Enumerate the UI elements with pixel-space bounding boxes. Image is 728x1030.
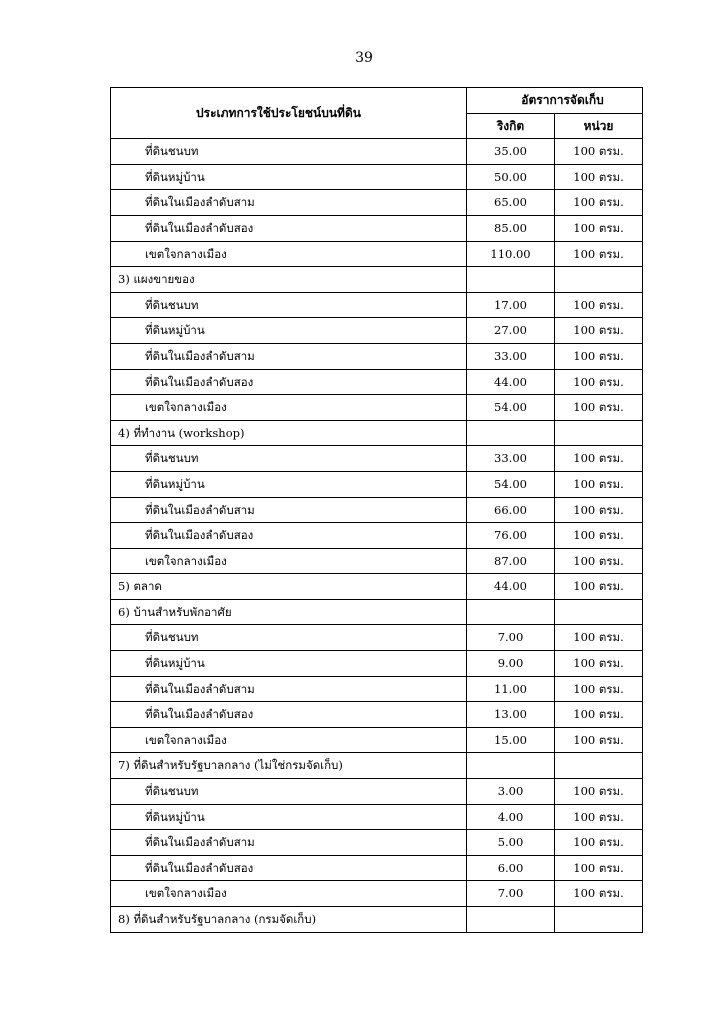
row-rate: 33.00 bbox=[467, 446, 555, 472]
row-rate: 13.00 bbox=[467, 702, 555, 728]
row-unit: 100 ตรม. bbox=[555, 446, 643, 472]
row-unit: 100 ตรม. bbox=[555, 471, 643, 497]
table-row bbox=[111, 548, 643, 574]
table-row bbox=[111, 625, 643, 651]
row-unit: 100 ตรม. bbox=[555, 779, 643, 805]
table-row bbox=[111, 292, 643, 318]
row-label: ที่ดินชนบท bbox=[111, 139, 467, 165]
row-unit: 100 ตรม. bbox=[555, 190, 643, 216]
row-unit: 100 ตรม. bbox=[555, 395, 643, 421]
row-rate: 5.00 bbox=[467, 830, 555, 856]
table-row bbox=[111, 395, 643, 421]
header-rate-group: อัตราการจัดเก็บ bbox=[467, 88, 643, 114]
row-label: ที่ดินในเมืองลำดับสอง bbox=[111, 369, 467, 395]
row-unit: 100 ตรม. bbox=[555, 164, 643, 190]
row-unit: 100 ตรม. bbox=[555, 676, 643, 702]
land-use-rates-table bbox=[110, 87, 643, 933]
table-row bbox=[111, 676, 643, 702]
row-unit: 100 ตรม. bbox=[555, 881, 643, 907]
section-row bbox=[111, 907, 643, 933]
row-label: ที่ดินในเมืองลำดับสาม bbox=[111, 190, 467, 216]
row-rate: 44.00 bbox=[467, 574, 555, 600]
row-rate: 17.00 bbox=[467, 292, 555, 318]
row-label: ที่ดินในเมืองลำดับสาม bbox=[111, 830, 467, 856]
row-label: ที่ดินหมู่บ้าน bbox=[111, 164, 467, 190]
row-label: ที่ดินในเมืองลำดับสอง bbox=[111, 215, 467, 241]
row-label: เขตใจกลางเมือง bbox=[111, 548, 467, 574]
row-label: ที่ดินในเมืองลำดับสาม bbox=[111, 497, 467, 523]
table-row bbox=[111, 830, 643, 856]
row-rate: 6.00 bbox=[467, 855, 555, 881]
row-rate: 85.00 bbox=[467, 215, 555, 241]
row-label: 7) ที่ดินสำหรับรัฐบาลกลาง (ไม่ใช่กรมจัดเก็บ) bbox=[111, 753, 467, 779]
table-row bbox=[111, 779, 643, 805]
row-label: ที่ดินชนบท bbox=[111, 779, 467, 805]
row-label: 4) ที่ทำงาน (workshop) bbox=[111, 420, 467, 446]
row-rate: 3.00 bbox=[467, 779, 555, 805]
section-row bbox=[111, 753, 643, 779]
row-rate: 54.00 bbox=[467, 471, 555, 497]
row-rate: 66.00 bbox=[467, 497, 555, 523]
row-label: เขตใจกลางเมือง bbox=[111, 881, 467, 907]
row-label: ที่ดินชนบท bbox=[111, 446, 467, 472]
row-label: ที่ดินหมู่บ้าน bbox=[111, 471, 467, 497]
row-label: ที่ดินในเมืองลำดับสอง bbox=[111, 702, 467, 728]
row-label: 8) ที่ดินสำหรับรัฐบาลกลาง (กรมจัดเก็บ) bbox=[111, 907, 467, 933]
table-header bbox=[111, 88, 643, 139]
section-row bbox=[111, 599, 643, 625]
row-rate: 7.00 bbox=[467, 625, 555, 651]
row-unit bbox=[555, 599, 643, 625]
page-number: 39 bbox=[355, 50, 373, 66]
row-rate bbox=[467, 420, 555, 446]
row-rate bbox=[467, 267, 555, 293]
row-rate bbox=[467, 907, 555, 933]
row-unit: 100 ตรม. bbox=[555, 804, 643, 830]
row-label: ที่ดินหมู่บ้าน bbox=[111, 318, 467, 344]
row-label: 3) แผงขายของ bbox=[111, 267, 467, 293]
section-row bbox=[111, 574, 643, 600]
row-label: ที่ดินในเมืองลำดับสอง bbox=[111, 523, 467, 549]
row-unit: 100 ตรม. bbox=[555, 702, 643, 728]
row-unit: 100 ตรม. bbox=[555, 497, 643, 523]
row-unit: 100 ตรม. bbox=[555, 343, 643, 369]
row-unit: 100 ตรม. bbox=[555, 318, 643, 344]
row-unit: 100 ตรม. bbox=[555, 241, 643, 267]
table-row bbox=[111, 702, 643, 728]
header-row-top bbox=[111, 88, 643, 114]
row-rate: 4.00 bbox=[467, 804, 555, 830]
row-rate: 44.00 bbox=[467, 369, 555, 395]
row-label: ที่ดินในเมืองลำดับสาม bbox=[111, 676, 467, 702]
table-row bbox=[111, 855, 643, 881]
row-rate: 33.00 bbox=[467, 343, 555, 369]
row-unit: 100 ตรม. bbox=[555, 292, 643, 318]
table-row bbox=[111, 727, 643, 753]
row-label: เขตใจกลางเมือง bbox=[111, 395, 467, 421]
row-label: เขตใจกลางเมือง bbox=[111, 241, 467, 267]
row-rate: 15.00 bbox=[467, 727, 555, 753]
table-row bbox=[111, 523, 643, 549]
row-unit: 100 ตรม. bbox=[555, 625, 643, 651]
table-row bbox=[111, 651, 643, 677]
table-body bbox=[111, 139, 643, 932]
row-rate: 87.00 bbox=[467, 548, 555, 574]
row-label: ที่ดินหมู่บ้าน bbox=[111, 651, 467, 677]
row-unit: 100 ตรม. bbox=[555, 830, 643, 856]
row-label: 6) บ้านสำหรับพักอาศัย bbox=[111, 599, 467, 625]
table-row bbox=[111, 190, 643, 216]
row-unit: 100 ตรม. bbox=[555, 369, 643, 395]
row-rate: 11.00 bbox=[467, 676, 555, 702]
row-unit bbox=[555, 907, 643, 933]
header-category: ประเภทการใช้ประโยชน์บนที่ดิน bbox=[111, 88, 467, 139]
row-rate bbox=[467, 599, 555, 625]
row-rate: 65.00 bbox=[467, 190, 555, 216]
header-unit: หน่วย bbox=[555, 113, 643, 139]
section-row bbox=[111, 420, 643, 446]
table-row bbox=[111, 343, 643, 369]
row-unit bbox=[555, 267, 643, 293]
table-row bbox=[111, 164, 643, 190]
table-row bbox=[111, 318, 643, 344]
row-rate: 9.00 bbox=[467, 651, 555, 677]
table-row bbox=[111, 215, 643, 241]
row-label: เขตใจกลางเมือง bbox=[111, 727, 467, 753]
table-row bbox=[111, 241, 643, 267]
row-label: ที่ดินในเมืองลำดับสอง bbox=[111, 855, 467, 881]
row-unit: 100 ตรม. bbox=[555, 548, 643, 574]
row-unit: 100 ตรม. bbox=[555, 523, 643, 549]
row-label: 5) ตลาด bbox=[111, 574, 467, 600]
row-label: ที่ดินชนบท bbox=[111, 292, 467, 318]
table-row bbox=[111, 881, 643, 907]
row-rate: 7.00 bbox=[467, 881, 555, 907]
row-rate: 110.00 bbox=[467, 241, 555, 267]
row-unit: 100 ตรม. bbox=[555, 139, 643, 165]
header-rate: ริงกิต bbox=[467, 113, 555, 139]
row-label: ที่ดินชนบท bbox=[111, 625, 467, 651]
table-row bbox=[111, 446, 643, 472]
row-unit: 100 ตรม. bbox=[555, 215, 643, 241]
row-rate: 76.00 bbox=[467, 523, 555, 549]
table-row bbox=[111, 471, 643, 497]
row-label: ที่ดินในเมืองลำดับสาม bbox=[111, 343, 467, 369]
row-rate: 54.00 bbox=[467, 395, 555, 421]
table-row bbox=[111, 369, 643, 395]
row-unit bbox=[555, 420, 643, 446]
row-rate: 50.00 bbox=[467, 164, 555, 190]
row-unit: 100 ตรม. bbox=[555, 855, 643, 881]
row-unit: 100 ตรม. bbox=[555, 651, 643, 677]
table-row bbox=[111, 804, 643, 830]
row-rate: 27.00 bbox=[467, 318, 555, 344]
row-rate: 35.00 bbox=[467, 139, 555, 165]
row-label: ที่ดินหมู่บ้าน bbox=[111, 804, 467, 830]
section-row bbox=[111, 267, 643, 293]
row-rate bbox=[467, 753, 555, 779]
row-unit bbox=[555, 753, 643, 779]
row-unit: 100 ตรม. bbox=[555, 574, 643, 600]
table-row bbox=[111, 139, 643, 165]
row-unit: 100 ตรม. bbox=[555, 727, 643, 753]
table-row bbox=[111, 497, 643, 523]
